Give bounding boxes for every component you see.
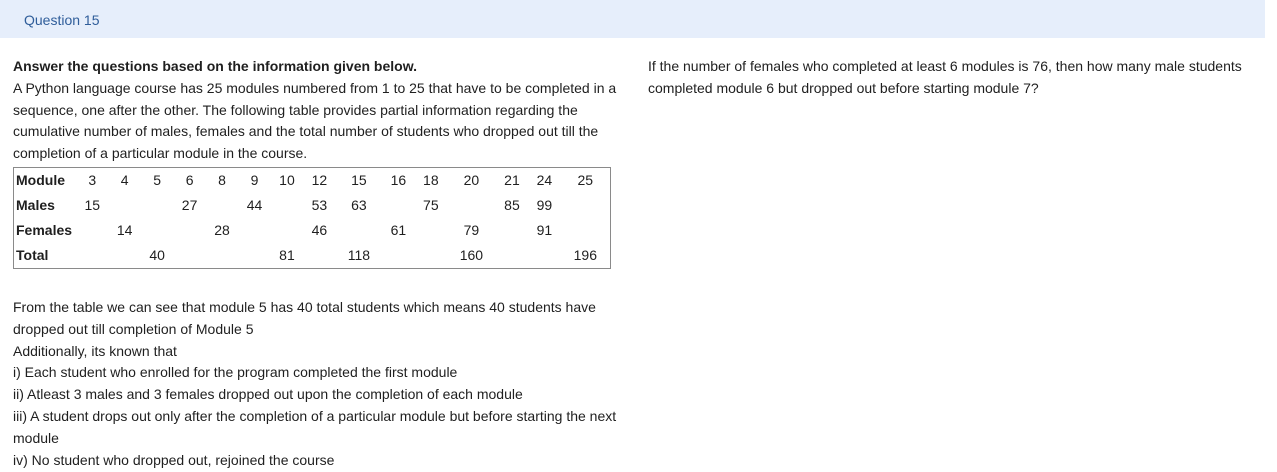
table-cell: 81 — [279, 246, 295, 263]
table-cell — [76, 243, 108, 269]
question-header — [0, 0, 1265, 38]
table-column-header: 15 — [351, 171, 367, 188]
table-column-header: 24 — [536, 171, 553, 188]
table-row — [14, 243, 611, 269]
table-row-label: Module — [16, 171, 65, 188]
table-cell — [271, 193, 303, 218]
table-cell — [206, 193, 238, 218]
passage-panel — [13, 56, 623, 471]
table-cell: 14 — [116, 221, 133, 238]
notes-section — [13, 297, 623, 471]
table-cell — [173, 218, 205, 243]
note-line: i) Each student who enrolled for the program completed the first module — [13, 364, 458, 381]
table-cell: 196 — [573, 246, 597, 263]
table-cell: 85 — [504, 196, 520, 213]
note-line: Additionally, its known that — [13, 342, 177, 359]
table-cell — [447, 193, 496, 218]
table-column-header: 10 — [279, 171, 295, 188]
note-line: iii) A student drops out only after the completion of a particular module but before starting the next module — [13, 407, 617, 446]
table-row-label: Females — [16, 221, 73, 238]
table-cell — [238, 243, 270, 269]
table-cell — [496, 218, 528, 243]
table-cell — [238, 218, 270, 243]
table-cell — [108, 193, 140, 218]
table-row-label: Total — [16, 246, 49, 263]
table-cell: 53 — [311, 196, 328, 213]
table-cell: 99 — [536, 196, 553, 213]
table-cell: 160 — [459, 246, 484, 263]
table-cell — [141, 193, 173, 218]
table-cell — [528, 243, 560, 269]
passage-intro: A Python language course has 25 modules numbered from 1 to 25 that have to be completed in a sequence, one after the other. The following table provides partial information regarding the cumulative number of males, females and the total number of students who dropped out till the completion of a particular module in the course. — [13, 79, 617, 162]
table-cell: 75 — [423, 196, 439, 213]
table-cell — [141, 218, 173, 243]
dropout-table — [13, 167, 611, 269]
table-cell: 61 — [390, 221, 407, 238]
table-cell: 27 — [181, 196, 198, 213]
table-cell: 40 — [149, 246, 165, 263]
table-cell — [271, 218, 303, 243]
question-text: If the number of females who completed at least 6 modules is 76, then how many male students completed module 6 but dropped out before starting module 7? — [648, 58, 1242, 96]
table-cell: 15 — [84, 196, 101, 213]
table-cell — [206, 243, 238, 269]
table-header-row — [14, 167, 611, 193]
table-cell: 91 — [536, 221, 553, 238]
note-line: From the table we can see that module 5 has 40 total students which means 40 students have dropped out till completion of Module 5 — [13, 298, 596, 337]
table-column-header: 25 — [577, 171, 594, 188]
passage-heading: Answer the questions based on the information given below. — [13, 58, 417, 74]
table-row-label: Males — [16, 196, 55, 213]
note-line: ii) Atleast 3 males and 3 females dropped out upon the completion of each module — [13, 386, 523, 403]
table-cell — [303, 243, 335, 269]
table-cell — [561, 218, 611, 243]
table-cell — [496, 243, 528, 269]
table-cell: 79 — [463, 221, 480, 238]
table-row — [14, 218, 611, 243]
note-line: iv) No student who dropped out, rejoined the course — [13, 451, 335, 468]
table-cell: 118 — [347, 246, 371, 263]
table-cell — [76, 218, 108, 243]
question-panel — [648, 56, 1248, 100]
table-column-header: 21 — [504, 171, 520, 188]
question-title: Question 15 — [24, 12, 100, 28]
table-column-header: 3 — [88, 171, 97, 188]
table-column-header: 9 — [250, 171, 259, 188]
table-cell — [415, 243, 447, 269]
table-column-header: 4 — [120, 171, 129, 188]
table-column-header: 20 — [463, 171, 480, 188]
table-cell — [108, 243, 140, 269]
table-cell — [336, 218, 383, 243]
table-cell — [382, 243, 414, 269]
table-cell — [415, 218, 447, 243]
table-column-header: 18 — [423, 171, 439, 188]
table-cell — [382, 193, 414, 218]
table-cell: 44 — [246, 196, 263, 213]
table-column-header: 6 — [185, 171, 194, 188]
table-cell — [561, 193, 611, 218]
table-cell — [173, 243, 205, 269]
table-cell: 28 — [214, 221, 230, 238]
table-column-header: 12 — [311, 171, 328, 188]
table-column-header: 8 — [218, 171, 226, 188]
table-row — [14, 193, 611, 218]
table-column-header: 5 — [153, 171, 162, 188]
table-cell: 63 — [351, 196, 367, 213]
table-cell: 46 — [311, 221, 328, 238]
table-column-header: 16 — [390, 171, 407, 188]
